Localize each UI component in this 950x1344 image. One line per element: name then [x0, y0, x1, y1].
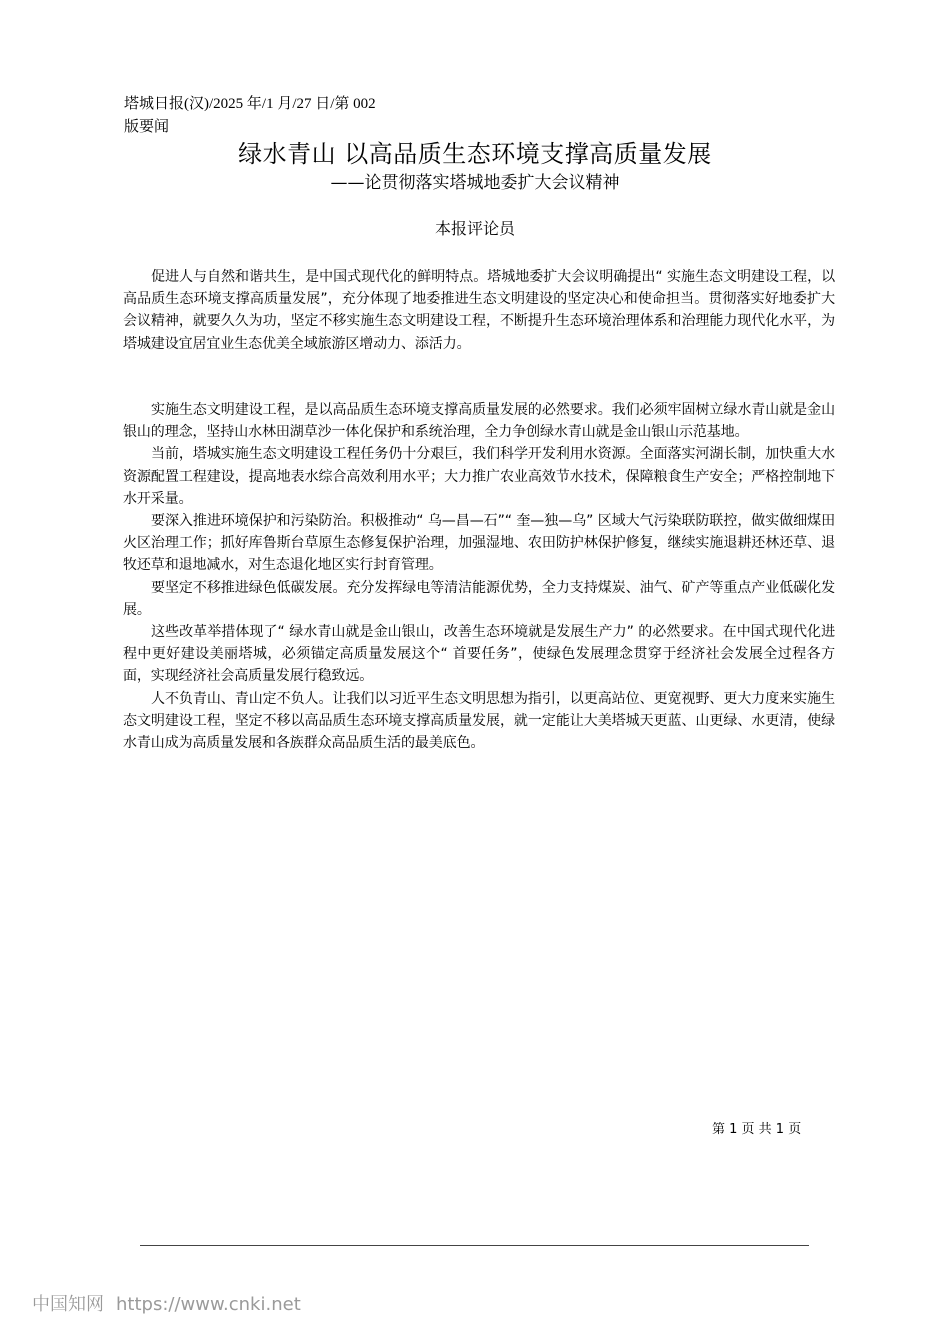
- section-info: 版要闻: [124, 119, 170, 135]
- article-paragraph: 当前，塔城实施生态文明建设工程任务仍十分艰巨，我们科学开发利用水资源。全面落实河湖长制，加快重大水资源配置工程建设，提高地表水综合高效利用水平；大力推广农业高效节水技术，保障粮食生产安全；严格控制地下水开采量。: [123, 446, 835, 507]
- publication-info: 塔城日报(汉)/2025 年/1 月/27 日/第 002: [124, 96, 376, 112]
- article-paragraph: 促进人与自然和谐共生，是中国式现代化的鲜明特点。塔城地委扩大会议明确提出“ 实施生态文明建设工程，以高品质生态环境支撑高质量发展”，充分体现了地委推进生态文明建设的坚定决心和使命担当。贯彻落实好地委扩大会议精神，就要久久为功，坚定不移实施生态文明建设工程，不断提升生态环境治理体系和治理能力现代化水平，为塔城建设宜居宜业生态优美全域旅游区增动力、添活力。: [123, 269, 835, 352]
- article-paragraph: 这些改革举措体现了“ 绿水青山就是金山银山，改善生态环境就是发展生产力” 的必然要求。在中国式现代化进程中更好建设美丽塔城，必须锚定高质量发展这个“ 首要任务”，使绿色发展理念贯穿于经济社会发展全过程各方面，实现经济社会高质量发展行稳致远。: [123, 624, 835, 685]
- article-paragraph: 人不负青山、青山定不负人。让我们以习近平生态文明思想为指引，以更高站位、更宽视野、更大力度来实施生态文明建设工程，坚定不移以高品质生态环境支撑高质量发展，就一定能让大美塔城天更蓝、山更绿、水更清，使绿水青山成为高质量发展和各族群众高品质生活的最美底色。: [123, 690, 835, 752]
- cnki-watermark: [32, 1292, 301, 1318]
- watermark-url: https://www.cnki.net: [116, 1294, 301, 1315]
- article-paragraph: 实施生态文明建设工程，是以高品质生态环境支撑高质量发展的必然要求。我们必须牢固树立绿水青山就是金山银山的理念，坚持山水林田湖草沙一体化保护和系统治理，全力争创绿水青山就是金山银山示范基地。: [123, 402, 835, 441]
- page-number: 第 1 页 共 1 页: [712, 1122, 802, 1137]
- article-title: 绿水青山 以高品质生态环境支撑高质量发展: [238, 140, 712, 168]
- article-body: [123, 399, 835, 754]
- article-body-lead: [123, 266, 835, 355]
- article-paragraph: 要深入推进环境保护和污染防治。积极推动“ 乌—昌—石”“ 奎—独—乌” 区域大气污染联防联控，做实做细煤田火区治理工作；抓好库鲁斯台草原生态修复保护治理，加强湿地、农田防护林保护修复，继续实施退耕还林还草、退牧还草和退地减水，对生态退化地区实行封育管理。: [123, 513, 835, 574]
- article-subtitle: ——论贯彻落实塔城地委扩大会议精神: [330, 173, 620, 193]
- footer-divider: [140, 1245, 809, 1246]
- watermark-logo-text: 中国知网: [32, 1294, 104, 1315]
- article-author: 本报评论员: [434, 219, 515, 238]
- article-paragraph: 要坚定不移推进绿色低碳发展。充分发挥绿电等清洁能源优势，全力支持煤炭、油气、矿产等重点产业低碳化发展。: [123, 579, 835, 618]
